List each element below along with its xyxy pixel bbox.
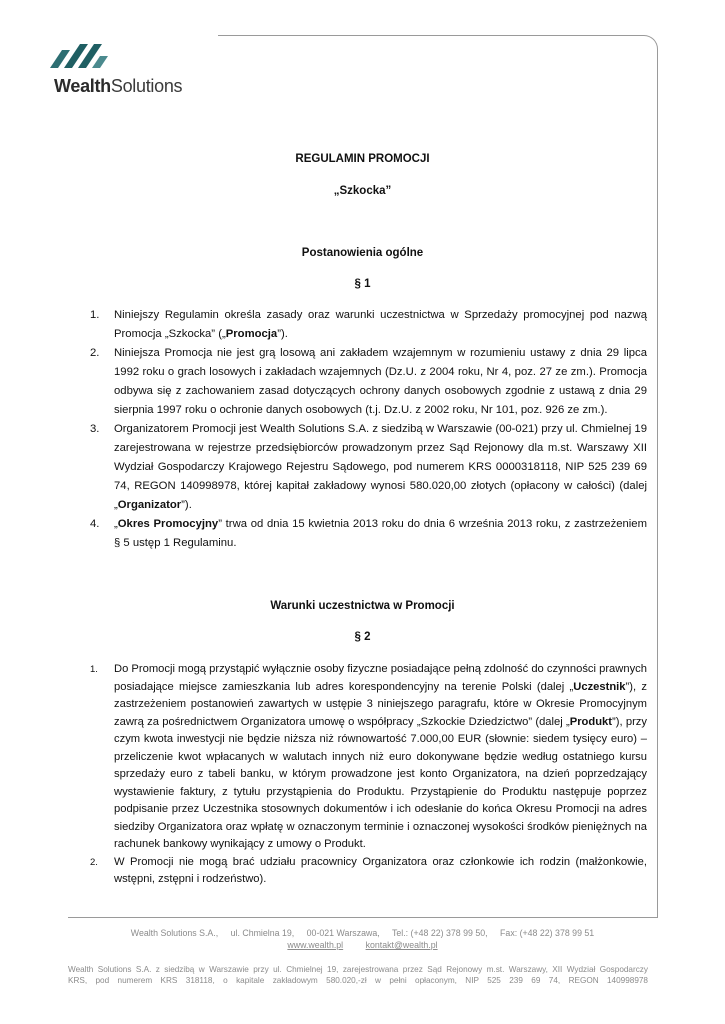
list-item-text: Niniejsza Promocja nie jest grą losową ani zakładem wzajemnym w rozumieniu ustawy z dnia 29 lipca 1992 roku o grach losowych i zakładach wzajemnych (Dz.U. z 2004 roku, Nr 4, poz. 27 ze zm.). Promocja odbywa się z zachowaniem zasad dotyczących ochrony danych osobowych zgodnie z ustawą z dnia 29 sierpnia 1997 roku o ochronie danych osobowych (t.j. Dz.U. z 2002 roku, Nr 101, poz. 926 ze zm.).: [114, 347, 647, 416]
list-item: [90, 420, 647, 515]
list-item: [90, 515, 647, 553]
list-item-text: ”), przy czym kwota inwestycji nie będzie niższa niż równowartość 7.000,00 EUR (słownie: siedem tysięcy euro) – przeliczenie kwot wpłacanych w walutach innych niż euro dokonywane będzie według ostatniego kursu sprzedaży euro z tabeli banku, w którym prowadzone jest konto Organizatora, na dzień poprzedzający wystawienie faktury, z tytułu przystąpienia do Produktu. Przystąpienie do Produktu następuje poprzez podpisanie przez Uczestnika stosownych dokumentów i ich odesłanie do końca Okresu Promocji na adres siedziby Organizatora oraz wpłatę w oznaczonym terminie i oznaczonej wysokości środków pieniężnych na rachunek bankowy wynikający z umowy o Produkt.: [114, 715, 647, 850]
list-item-text: Do Promocji mogą przystąpić wyłącznie osoby fizyczne posiadające pełną zdolność do czynności prawnych posiadające miejsce zamieszkania lub adres korespondencyjny na terenie Polski (dalej „: [114, 663, 647, 693]
footer-legal-line-1: Wealth Solutions S.A. z siedzibą w Warszawie przy ul. Chmielnej 19, zarejestrowana przez Sąd Rejonowy m.st. Warszawy, XII Wydział Gospodarczy: [68, 965, 648, 974]
logo-wordmark-bold: Wealth: [54, 76, 111, 96]
list-item-text: Niniejszy Regulamin określa zasady oraz warunki uczestnictwa w Sprzedaży promocyjnej pod nazwą Promocja „Szkocka” („: [114, 309, 647, 340]
list-item: [90, 854, 647, 889]
footer-company: Wealth Solutions S.A.,: [130, 928, 219, 938]
company-logo: [44, 38, 214, 102]
list-item-text: Organizatorem Promocji jest Wealth Solutions S.A. z siedzibą w Warszawie (00-021) przy ul. Chmielnej 19 zarejestrowana w rejestrze przedsiębiorców prowadzonym przez Sąd Rejonowy dla m.st. Warszawy XII Wydział Gospodarczy Krajowego Rejestru Sądowego, pod numerem KRS 0000318118, NIP 525 239 69 74, REGON 140998978, której kapitał zakładowy wynosi 580.020,00 złotych (opłacony w całości) (dalej „: [114, 423, 647, 511]
footer-legal-line-2: KRS, pod numerem KRS 318118, o kapitale zakładowym 580.020,-zł w pełni opłaconym, NIP 525 239 69 74, REGON 140998978: [68, 976, 648, 985]
list-item: [90, 661, 647, 854]
section2-paragraph-symbol: § 2: [354, 631, 371, 643]
section1-list: [90, 306, 647, 553]
list-item-text: ”), z zastrzeżeniem postanowień zawartych w ustępie 3 niniejszego paragrafu, które w Okresie Promocyjnym zawrą za pośrednictwem Organizatora umowę o współpracy „Szkockie Dziedzictwo” (dalej „: [114, 680, 647, 728]
section2-list: [90, 661, 647, 889]
logo-mark-icon: [48, 38, 118, 72]
defined-term: Organizator: [117, 499, 182, 511]
document-subtitle: „Szkocka”: [333, 185, 392, 197]
list-item-number: 2.: [90, 856, 98, 868]
footer-city: 00-021 Warszawa,: [306, 928, 380, 938]
list-item-number: 1.: [90, 309, 100, 321]
section1-heading: Postanowienia ogólne: [301, 247, 424, 259]
footer-tel: Tel.: (+48 22) 378 99 50,: [391, 928, 488, 938]
section2-heading: Warunki uczestnictwa w Promocji: [270, 600, 455, 612]
list-item-text: ”).: [181, 499, 192, 511]
document-title: REGULAMIN PROMOCJI: [295, 153, 430, 165]
list-item-text: ” trwa od dnia 15 kwietnia 2013 roku do dnia 6 września 2013 roku, z zastrzeżeniem § 5 ustęp 1 Regulaminu.: [114, 518, 647, 549]
logo-wordmark-light: Solutions: [110, 76, 183, 96]
section1-paragraph-symbol: § 1: [354, 278, 371, 290]
footer-email-link[interactable]: kontakt@wealth.pl: [365, 940, 438, 950]
list-item-number: 1.: [90, 664, 98, 675]
defined-term: Okres Promocyjny: [117, 518, 219, 530]
footer-divider: [68, 917, 658, 918]
footer-contact-line: [0, 928, 725, 938]
list-item: [90, 306, 647, 344]
list-item-number: 4.: [90, 518, 100, 530]
list-item-number: 3.: [90, 423, 100, 435]
footer-address: ul. Chmielna 19,: [230, 928, 295, 938]
defined-term: Promocja: [225, 328, 278, 340]
list-item: [90, 344, 647, 420]
list-item-text: W Promocji nie mogą brać udziału pracownicy Organizatora oraz członkowie ich rodzin (małżonkowie, wstępni, zstępni i rodzeństwo).: [114, 855, 647, 885]
list-item-number: 2.: [90, 347, 100, 359]
list-item-text: „: [114, 518, 118, 530]
list-item-text: ”).: [277, 328, 288, 340]
footer-website-link[interactable]: www.wealth.pl: [287, 940, 344, 950]
logo-wordmark: [54, 76, 182, 97]
defined-term: Produkt: [569, 715, 612, 728]
defined-term: Uczestnik: [573, 680, 626, 693]
footer-fax: Fax: (+48 22) 378 99 51: [500, 928, 595, 938]
footer-links-line: [0, 940, 725, 950]
